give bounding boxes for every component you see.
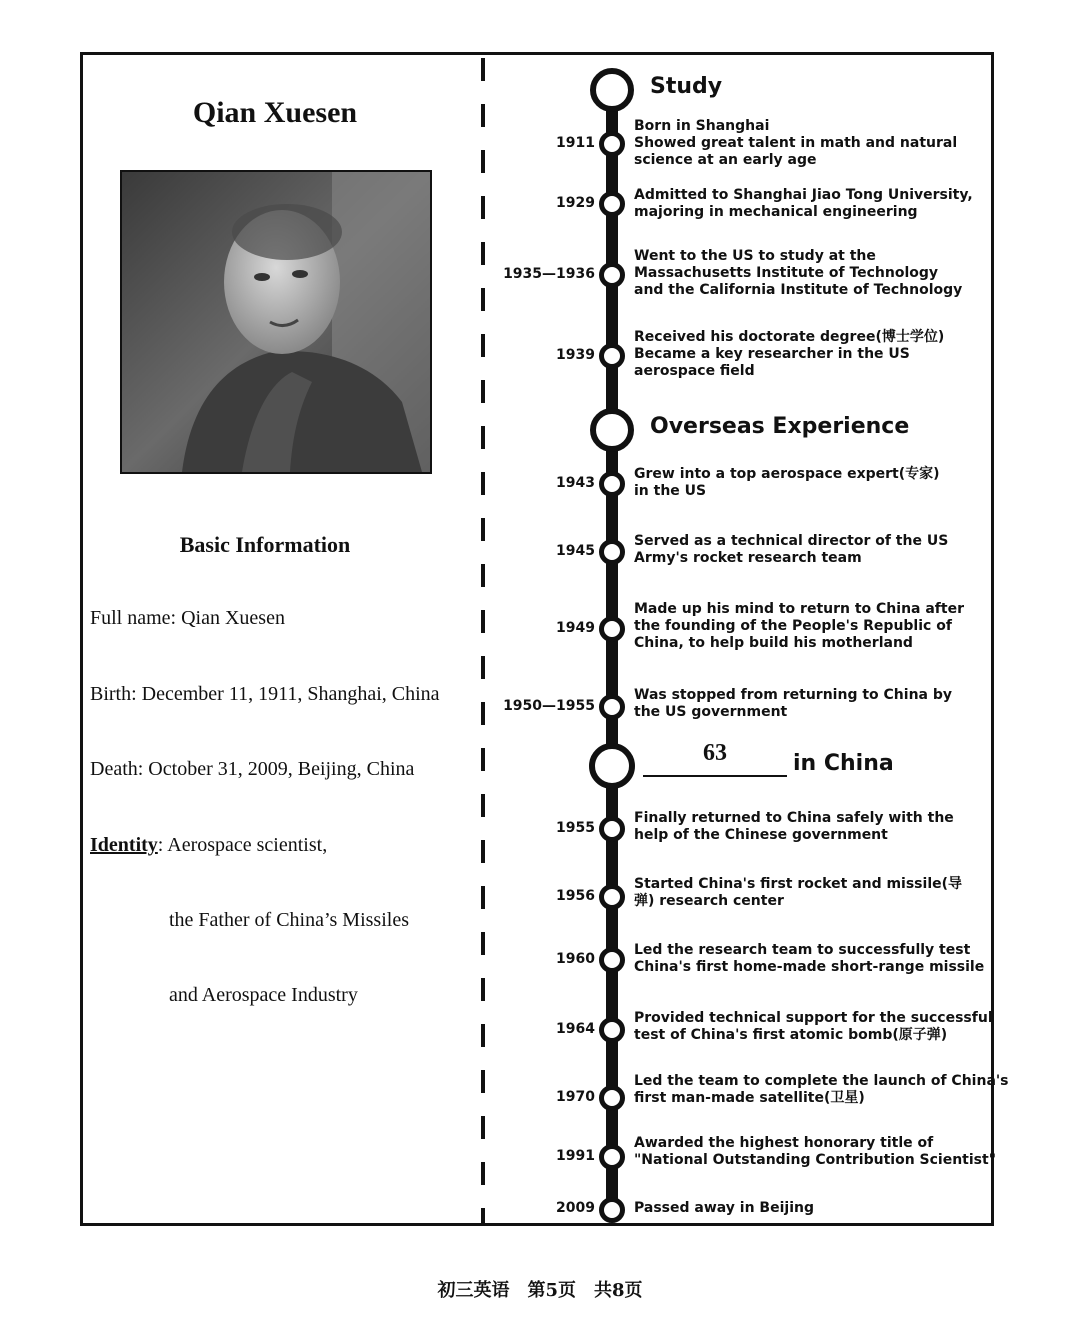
- identity-label: Identity: [90, 834, 158, 856]
- event-year: 2009: [556, 1200, 595, 1216]
- event-text: Made up his mind to return to China after the founding of the People's Republic of China, to help build his motherland: [634, 601, 964, 651]
- section-title-china: in China: [793, 751, 894, 776]
- section-node-china: [589, 743, 635, 789]
- event-year: 1929: [556, 195, 595, 211]
- identity-text: [90, 834, 327, 857]
- event-node: [599, 1085, 625, 1111]
- event-year: 1956: [556, 888, 595, 904]
- section-title-overseas: Overseas Experience: [650, 414, 910, 439]
- death-text: Death: October 31, 2009, Beijing, China: [90, 758, 415, 780]
- event-text: Grew into a top aerospace expert(专家) in the US: [634, 466, 940, 499]
- event-text: Awarded the highest honorary title of "National Outstanding Contribution Scientist": [634, 1135, 996, 1168]
- event-text: Was stopped from returning to China by the US government: [634, 687, 953, 720]
- page-title: Qian Xuesen: [192, 96, 358, 129]
- event-year: 1949: [556, 620, 595, 636]
- event-year: 1911: [556, 135, 595, 151]
- blank-answer: 63: [703, 740, 727, 766]
- event-year: 1935—1936: [503, 266, 595, 282]
- event-year: 1945: [556, 543, 595, 559]
- event-year: 1970: [556, 1089, 595, 1105]
- page-footer: 初三英语 第5页 共8页: [437, 1280, 643, 1301]
- event-node: [599, 343, 625, 369]
- event-node: [599, 1197, 625, 1223]
- dashed-divider: [481, 58, 485, 1223]
- event-text: Passed away in Beijing: [634, 1200, 814, 1216]
- section-node-study: [590, 68, 634, 112]
- event-text: Received his doctorate degree(博士学位) Became a key researcher in the US aerospace field: [634, 329, 945, 379]
- blank-line: [643, 775, 787, 777]
- event-node: [599, 694, 625, 720]
- section-title-study: Study: [650, 74, 723, 99]
- event-node: [599, 816, 625, 842]
- event-node: [599, 947, 625, 973]
- section-node-overseas: [590, 408, 634, 452]
- event-year: 1943: [556, 475, 595, 491]
- event-text: Served as a technical director of the US Army's rocket research team: [634, 533, 949, 566]
- event-node: [599, 616, 625, 642]
- event-text: Went to the US to study at the Massachusetts Institute of Technology and the California Institute of Technology: [634, 248, 963, 298]
- basic-info-heading: Basic Information: [179, 532, 351, 557]
- event-year: 1960: [556, 951, 595, 967]
- identity-line-2: the Father of China’s Missiles: [169, 909, 409, 931]
- event-node: [599, 1017, 625, 1043]
- event-text: Provided technical support for the successful test of China's first atomic bomb(原子弹): [634, 1010, 993, 1043]
- identity-rest: : Aerospace scientist,: [157, 834, 328, 856]
- event-node: [599, 471, 625, 497]
- event-text: Led the research team to successfully test China's first home-made short-range missile: [634, 942, 985, 975]
- event-node: [599, 191, 625, 217]
- event-text: Born in Shanghai Showed great talent in math and natural science at an early age: [634, 118, 958, 168]
- full-name-text: Full name: Qian Xuesen: [90, 607, 285, 629]
- event-year: 1991: [556, 1148, 595, 1164]
- birth-text: Birth: December 11, 1911, Shanghai, China: [90, 683, 440, 705]
- event-node: [599, 131, 625, 157]
- event-node: [599, 262, 625, 288]
- portrait-photo: [120, 170, 432, 474]
- event-text: Admitted to Shanghai Jiao Tong University, majoring in mechanical engineering: [634, 187, 973, 220]
- event-year: 1964: [556, 1021, 595, 1037]
- event-node: [599, 884, 625, 910]
- event-year: 1939: [556, 347, 595, 363]
- event-text: Started China's first rocket and missile(导 弹) research center: [634, 876, 963, 909]
- event-year: 1950—1955: [503, 698, 595, 714]
- event-node: [599, 539, 625, 565]
- event-text: Led the team to complete the launch of China's first man-made satellite(卫星): [634, 1073, 1009, 1106]
- event-year: 1955: [556, 820, 595, 836]
- event-node: [599, 1144, 625, 1170]
- event-text: Finally returned to China safely with the help of the Chinese government: [634, 810, 954, 843]
- identity-line-3: and Aerospace Industry: [169, 984, 358, 1006]
